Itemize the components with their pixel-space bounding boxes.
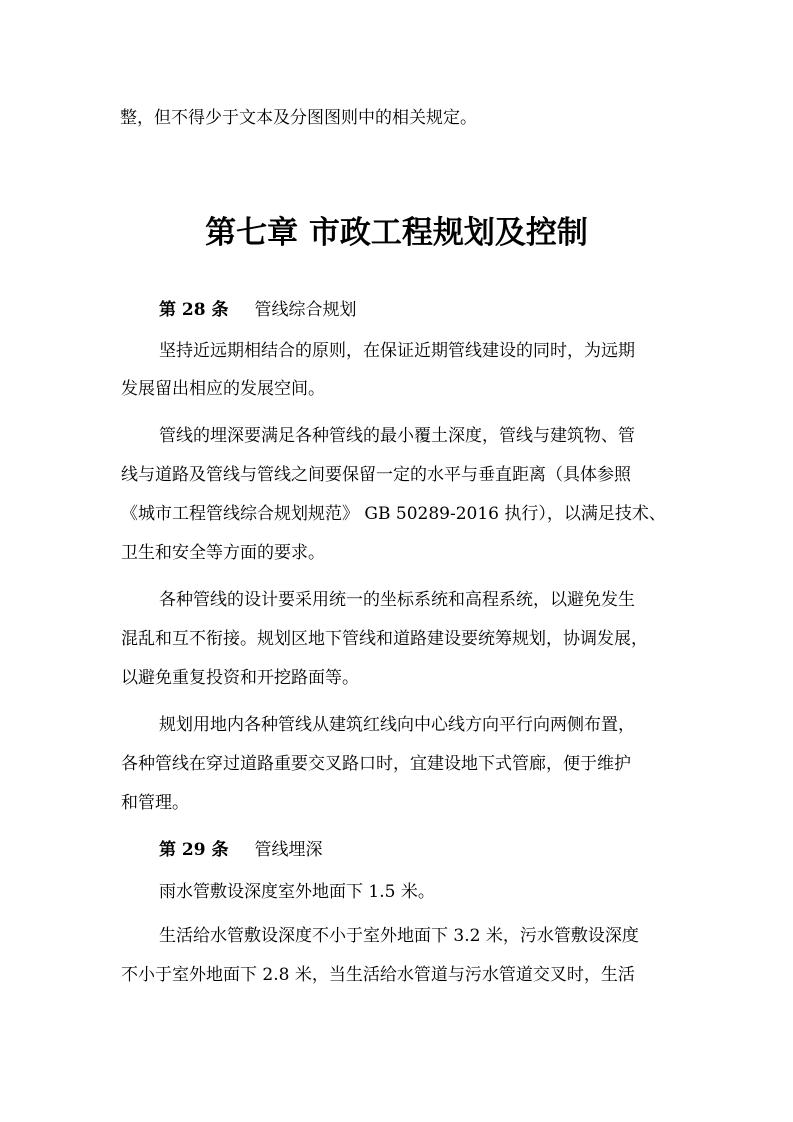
paragraph-line: 《城市工程管线综合规划规范》 GB 50289-2016 执行），以满足技术、 xyxy=(121,504,666,524)
paragraph-line: 卫生和安全等方面的要求。 xyxy=(121,543,325,563)
paragraph-line: 各种管线的设计要采用统一的坐标系统和高程系统，以避免发生 xyxy=(159,590,635,610)
article-number: 第 28 条 xyxy=(159,300,229,320)
article-title: 管线综合规划 xyxy=(254,300,357,320)
paragraph-line: 各种管线在穿过道路重要交叉路口时，宜建设地下式管廊，便于维护 xyxy=(121,754,631,774)
paragraph-line: 生活给水管敷设深度不小于室外地面下 3.2 米，污水管敷设深度 xyxy=(159,926,639,946)
paragraph-line: 线与道路及管线与管线之间要保留一定的水平与垂直距离（具体参照 xyxy=(121,465,631,485)
paragraph-line: 雨水管敷设深度室外地面下 1.5 米。 xyxy=(159,882,435,902)
paragraph-line: 发展留出相应的发展空间。 xyxy=(121,379,325,399)
paragraph-line: 坚持近远期相结合的原则，在保证近期管线建设的同时，为远期 xyxy=(159,341,635,361)
article-heading xyxy=(159,839,323,861)
paragraph-line: 不小于室外地面下 2.8 米，当生活给水管道与污水管道交叉时，生活 xyxy=(121,965,635,985)
article-title: 管线埋深 xyxy=(254,840,323,860)
chapter-title: 第七章 市政工程规划及控制 xyxy=(205,215,588,251)
paragraph-line: 和管理。 xyxy=(121,793,189,813)
paragraph-line: 管线的埋深要满足各种管线的最小覆土深度，管线与建筑物、管 xyxy=(159,426,635,446)
paragraph-line: 混乱和互不衔接。规划区地下管线和道路建设要统筹规划，协调发展， xyxy=(121,629,648,649)
paragraph-line: 规划用地内各种管线从建筑红线向中心线方向平行向两侧布置， xyxy=(159,715,635,735)
article-number: 第 29 条 xyxy=(159,840,229,860)
previous-section-tail: 整，但不得少于文本及分图图则中的相关规定。 xyxy=(120,108,477,128)
paragraph-line: 以避免重复投资和开挖路面等。 xyxy=(121,668,359,688)
article-heading xyxy=(159,299,357,321)
